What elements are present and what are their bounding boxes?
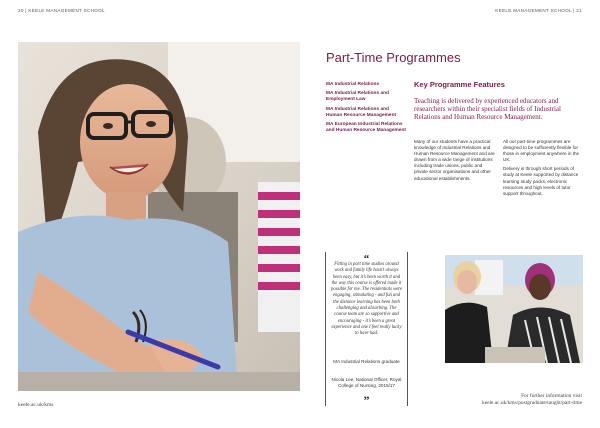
footer-url-right[interactable]: keele.ac.uk/kms/postgraduate/taught/part-time bbox=[482, 400, 582, 407]
features-column-right bbox=[503, 139, 583, 200]
students-photo-illustration bbox=[445, 255, 583, 363]
quote-open-mark: “ bbox=[363, 253, 370, 265]
key-features-intro: Teaching is delivered by experienced educators and researchers within their specialist fields of Industrial Relations and Human Resource Management. bbox=[414, 97, 561, 122]
quote-programme: MA Industrial Relations graduate bbox=[333, 359, 400, 364]
features-paragraph: Many of our students have a practical knowledge of Industrial Relations and Human Resource Management and are drawn from a wide range of institutions including trade unions, public and private sector organisations and other educational establishments. bbox=[414, 139, 495, 181]
student-photo bbox=[18, 42, 300, 391]
key-features-heading: Key Programme Features bbox=[414, 80, 505, 89]
quote-attribution: Nicola Lee, National Officer, Royal College of Nursing, 2015/17 bbox=[331, 377, 402, 388]
programme-item: MA Industrial Relations bbox=[326, 82, 380, 87]
footer-info bbox=[422, 393, 582, 407]
programme-item: MA Industrial Relations and Human Resource Management bbox=[326, 106, 397, 118]
programme-list bbox=[326, 82, 406, 137]
quote-text: Fitting in part time studies around work and family life hasn’t always been easy, but it’s been worth it and the way this course is offered made it possible for me. The residentials were engaging, stimulating - and fun and the distance learning has been both challenging and absorbing. The course team are so supportive and encouraging - it’s been a great experience and one I feel really lucky to have had. bbox=[331, 262, 403, 337]
page-header-right: KEELE MANAGEMENT SCHOOL | 21 bbox=[495, 8, 582, 13]
student-photo-illustration bbox=[18, 42, 300, 391]
testimonial-quote bbox=[325, 252, 408, 406]
footer-url-left[interactable]: keele.ac.uk/kms bbox=[18, 402, 54, 408]
programme-item: MA European Industrial Relations and Human Resource Management bbox=[326, 122, 406, 134]
page-header-left: 20 | KEELE MANAGEMENT SCHOOL bbox=[18, 8, 105, 13]
features-paragraph: All our part-time programmes are designed to be sufficiently flexible for those in employment anywhere in the UK. bbox=[503, 139, 580, 163]
features-paragraph: Delivery is through short periods of study at Keele supported by distance learning study packs, electronic resources and high levels of tutor support throughout. bbox=[503, 166, 579, 196]
footer-info-label: For further information visit bbox=[521, 393, 582, 399]
quote-close-mark: ” bbox=[363, 393, 370, 407]
features-column-left bbox=[414, 139, 495, 185]
programme-item: MA Industrial Relations and Employment Law bbox=[326, 91, 389, 103]
page-title: Part-Time Programmes bbox=[326, 50, 461, 65]
students-photo bbox=[445, 255, 583, 363]
